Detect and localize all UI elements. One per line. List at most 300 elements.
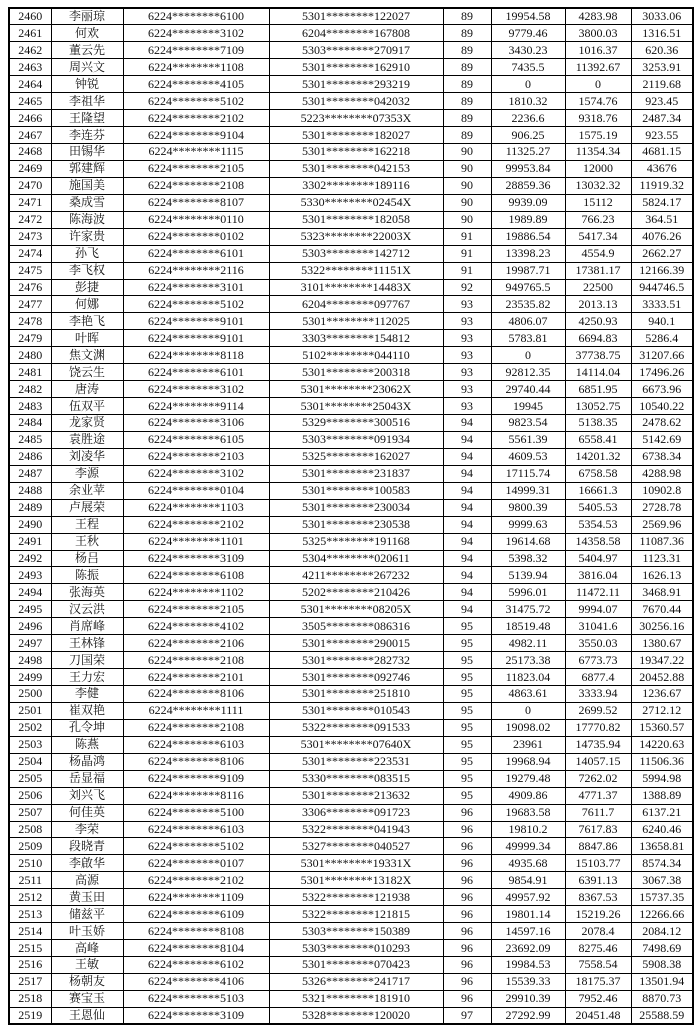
cell-row-id: 2468 [9,144,51,161]
cell-row-id: 2484 [9,415,51,432]
cell-name: 钟锐 [51,76,123,93]
cell-id-number: 5326********241717 [269,973,443,990]
table-row [9,127,693,144]
cell-amount-1: 5783.81 [491,330,565,347]
cell-card-number: 6224********9109 [123,770,269,787]
cell-amount-1: 23692.09 [491,940,565,957]
cell-id-number: 4211********267232 [269,567,443,584]
table-row [9,25,693,42]
cell-amount-2: 4250.93 [565,313,631,330]
cell-row-id: 2495 [9,601,51,618]
cell-code: 95 [443,719,491,736]
cell-code: 96 [443,990,491,1007]
cell-amount-1: 19886.54 [491,228,565,245]
cell-amount-3: 3253.91 [631,59,693,76]
cell-amount-1: 29740.44 [491,381,565,398]
cell-amount-2: 5404.97 [565,550,631,567]
cell-card-number: 6224********1101 [123,533,269,550]
cell-name: 王程 [51,516,123,533]
cell-card-number: 6224********5103 [123,990,269,1007]
cell-id-number: 5304********020611 [269,550,443,567]
cell-amount-2: 7617.83 [565,821,631,838]
cell-amount-3: 2119.68 [631,76,693,93]
cell-amount-2: 14057.15 [565,753,631,770]
cell-amount-1: 17115.74 [491,465,565,482]
cell-amount-1: 19279.48 [491,770,565,787]
cell-amount-3: 7670.44 [631,601,693,618]
cell-card-number: 6224********0110 [123,211,269,228]
cell-amount-2: 6391.13 [565,872,631,889]
cell-name: 叶玉娇 [51,923,123,940]
cell-amount-2: 7558.54 [565,957,631,974]
cell-name: 余业苹 [51,482,123,499]
cell-amount-2: 4771.37 [565,787,631,804]
cell-name: 施国美 [51,177,123,194]
cell-id-number: 5303********091934 [269,431,443,448]
cell-amount-3: 2728.78 [631,499,693,516]
cell-id-number: 5301********213632 [269,787,443,804]
cell-id-number: 5322********11151X [269,262,443,279]
cell-code: 93 [443,347,491,364]
cell-code: 97 [443,1007,491,1024]
cell-amount-3: 4288.98 [631,465,693,482]
cell-amount-2: 2013.13 [565,296,631,313]
cell-id-number: 5301********122027 [269,8,443,25]
cell-id-number: 5301********293219 [269,76,443,93]
cell-amount-2: 22500 [565,279,631,296]
table-row [9,753,693,770]
table-row [9,787,693,804]
cell-row-id: 2480 [9,347,51,364]
cell-amount-2: 9994.07 [565,601,631,618]
cell-card-number: 6224********1108 [123,59,269,76]
cell-row-id: 2473 [9,228,51,245]
table-row [9,990,693,1007]
cell-amount-2: 15103.77 [565,855,631,872]
cell-code: 93 [443,381,491,398]
cell-name: 孙飞 [51,245,123,262]
cell-card-number: 6224********3102 [123,25,269,42]
cell-amount-2: 4554.9 [565,245,631,262]
cell-amount-1: 5996.01 [491,584,565,601]
cell-row-id: 2500 [9,686,51,703]
cell-row-id: 2482 [9,381,51,398]
cell-card-number: 6224********8118 [123,347,269,364]
table-row [9,973,693,990]
table-row [9,923,693,940]
cell-name: 李连芬 [51,127,123,144]
cell-name: 黄玉田 [51,889,123,906]
table-row [9,59,693,76]
cell-amount-1: 4863.61 [491,686,565,703]
cell-amount-3: 2569.96 [631,516,693,533]
table-row [9,8,693,25]
cell-amount-2: 3333.94 [565,686,631,703]
cell-id-number: 6204********097767 [269,296,443,313]
cell-amount-2: 0 [565,76,631,93]
cell-id-number: 5322********091533 [269,719,443,736]
cell-amount-2: 6877.4 [565,669,631,686]
cell-card-number: 6224********8108 [123,923,269,940]
cell-card-number: 6224********6108 [123,567,269,584]
cell-row-id: 2486 [9,448,51,465]
cell-amount-2: 11472.11 [565,584,631,601]
table-row [9,262,693,279]
cell-name: 伍双平 [51,398,123,415]
cell-card-number: 6224********6103 [123,736,269,753]
cell-card-number: 6224********9101 [123,330,269,347]
table-row [9,499,693,516]
cell-amount-2: 18175.37 [565,973,631,990]
cell-amount-1: 23535.82 [491,296,565,313]
cell-amount-1: 28859.36 [491,177,565,194]
cell-name: 唐涛 [51,381,123,398]
cell-amount-2: 6758.58 [565,465,631,482]
cell-amount-3: 17496.26 [631,364,693,381]
cell-amount-2: 13032.32 [565,177,631,194]
cell-row-id: 2489 [9,499,51,516]
cell-id-number: 5327********040527 [269,838,443,855]
cell-card-number: 6224********2105 [123,601,269,618]
cell-amount-3: 43676 [631,160,693,177]
cell-row-id: 2514 [9,923,51,940]
cell-name: 李源 [51,465,123,482]
cell-amount-1: 19987.71 [491,262,565,279]
cell-code: 95 [443,669,491,686]
cell-id-number: 5301********162910 [269,59,443,76]
cell-card-number: 6224********5102 [123,838,269,855]
cell-amount-1: 14597.16 [491,923,565,940]
cell-amount-1: 31475.72 [491,601,565,618]
cell-name: 陈燕 [51,736,123,753]
cell-amount-3: 8574.34 [631,855,693,872]
cell-row-id: 2493 [9,567,51,584]
cell-amount-3: 5994.98 [631,770,693,787]
cell-amount-3: 10540.22 [631,398,693,415]
cell-card-number: 6224********2102 [123,872,269,889]
cell-amount-1: 4909.86 [491,787,565,804]
cell-row-id: 2498 [9,652,51,669]
cell-row-id: 2465 [9,93,51,110]
cell-amount-3: 6240.46 [631,821,693,838]
cell-amount-1: 9939.09 [491,194,565,211]
cell-id-number: 3306********091723 [269,804,443,821]
table-row [9,1007,693,1024]
cell-id-number: 5301********092746 [269,669,443,686]
cell-card-number: 6224********1111 [123,702,269,719]
table-row [9,804,693,821]
cell-amount-1: 5139.94 [491,567,565,584]
cell-code: 93 [443,330,491,347]
cell-card-number: 6224********2102 [123,110,269,127]
cell-amount-1: 19954.58 [491,8,565,25]
cell-name: 刘兴飞 [51,787,123,804]
cell-id-number: 5325********191168 [269,533,443,550]
cell-row-id: 2518 [9,990,51,1007]
cell-name: 郭建辉 [51,160,123,177]
cell-row-id: 2508 [9,821,51,838]
cell-amount-2: 11392.67 [565,59,631,76]
cell-code: 95 [443,787,491,804]
cell-amount-3: 11506.36 [631,753,693,770]
cell-code: 94 [443,482,491,499]
cell-card-number: 6224********8106 [123,686,269,703]
cell-amount-3: 5286.4 [631,330,693,347]
table-row [9,652,693,669]
cell-code: 95 [443,753,491,770]
cell-amount-2: 17770.82 [565,719,631,736]
cell-row-id: 2505 [9,770,51,787]
cell-amount-2: 1016.37 [565,42,631,59]
cell-code: 96 [443,821,491,838]
cell-amount-1: 13398.23 [491,245,565,262]
cell-id-number: 5330********02454X [269,194,443,211]
cell-amount-3: 364.51 [631,211,693,228]
cell-amount-2: 6773.73 [565,652,631,669]
cell-card-number: 6224********3102 [123,381,269,398]
cell-amount-3: 4076.26 [631,228,693,245]
cell-id-number: 3101********14483X [269,279,443,296]
cell-code: 89 [443,42,491,59]
cell-amount-1: 7435.5 [491,59,565,76]
cell-amount-2: 12000 [565,160,631,177]
cell-name: 李啟华 [51,855,123,872]
cell-id-number: 5301********070423 [269,957,443,974]
table-body [9,8,693,1024]
cell-code: 89 [443,127,491,144]
cell-code: 91 [443,262,491,279]
cell-amount-2: 11354.34 [565,144,631,161]
table-row [9,279,693,296]
cell-amount-3: 15360.57 [631,719,693,736]
cell-row-id: 2517 [9,973,51,990]
cell-card-number: 6224********3101 [123,279,269,296]
cell-name: 周兴文 [51,59,123,76]
cell-card-number: 6224********7109 [123,42,269,59]
cell-amount-2: 14735.94 [565,736,631,753]
cell-amount-1: 0 [491,76,565,93]
cell-card-number: 6224********2106 [123,635,269,652]
table-row [9,618,693,635]
cell-amount-3: 5908.38 [631,957,693,974]
table-row [9,177,693,194]
table-row [9,93,693,110]
table-row [9,584,693,601]
cell-card-number: 6224********3102 [123,465,269,482]
cell-amount-3: 10902.8 [631,482,693,499]
cell-id-number: 5301********230034 [269,499,443,516]
cell-name: 王隆望 [51,110,123,127]
cell-name: 刘凌华 [51,448,123,465]
cell-code: 94 [443,550,491,567]
cell-amount-1: 19968.94 [491,753,565,770]
cell-name: 李飞权 [51,262,123,279]
cell-amount-3: 6738.34 [631,448,693,465]
cell-amount-2: 6694.83 [565,330,631,347]
cell-amount-3: 2662.27 [631,245,693,262]
cell-amount-1: 19810.2 [491,821,565,838]
cell-card-number: 6224********9114 [123,398,269,415]
table-row [9,838,693,855]
cell-name: 何娜 [51,296,123,313]
cell-row-id: 2470 [9,177,51,194]
cell-amount-2: 14201.32 [565,448,631,465]
cell-amount-3: 3333.51 [631,296,693,313]
cell-row-id: 2485 [9,431,51,448]
cell-amount-2: 3550.03 [565,635,631,652]
cell-row-id: 2467 [9,127,51,144]
cell-code: 90 [443,177,491,194]
cell-row-id: 2463 [9,59,51,76]
cell-code: 94 [443,567,491,584]
cell-name: 崔双艳 [51,702,123,719]
cell-code: 96 [443,872,491,889]
cell-code: 89 [443,8,491,25]
table-row [9,855,693,872]
cell-id-number: 5322********121815 [269,906,443,923]
table-row [9,770,693,787]
cell-amount-3: 3067.38 [631,872,693,889]
cell-code: 94 [443,465,491,482]
cell-row-id: 2499 [9,669,51,686]
cell-card-number: 6224********5102 [123,93,269,110]
cell-row-id: 2460 [9,8,51,25]
cell-amount-1: 19614.68 [491,533,565,550]
cell-card-number: 6224********2103 [123,448,269,465]
cell-amount-1: 23961 [491,736,565,753]
table-row [9,567,693,584]
cell-name: 杨吕 [51,550,123,567]
cell-card-number: 6224********2116 [123,262,269,279]
cell-id-number: 5301********231837 [269,465,443,482]
cell-amount-3: 1123.31 [631,550,693,567]
cell-row-id: 2488 [9,482,51,499]
cell-id-number: 5303********142712 [269,245,443,262]
table-row [9,245,693,262]
cell-amount-1: 27292.99 [491,1007,565,1024]
cell-amount-1: 19801.14 [491,906,565,923]
cell-code: 89 [443,59,491,76]
cell-row-id: 2481 [9,364,51,381]
cell-amount-3: 2712.12 [631,702,693,719]
cell-id-number: 5301********100583 [269,482,443,499]
table-row [9,872,693,889]
cell-amount-1: 5398.32 [491,550,565,567]
cell-card-number: 6224********5100 [123,804,269,821]
table-row [9,482,693,499]
cell-card-number: 6224********4102 [123,618,269,635]
cell-id-number: 5301********182027 [269,127,443,144]
table-row [9,635,693,652]
cell-amount-1: 29910.39 [491,990,565,1007]
cell-code: 95 [443,618,491,635]
cell-card-number: 6224********3109 [123,550,269,567]
table-row [9,381,693,398]
cell-amount-1: 4806.07 [491,313,565,330]
cell-amount-3: 1388.89 [631,787,693,804]
cell-id-number: 5202********210426 [269,584,443,601]
cell-code: 91 [443,228,491,245]
table-row [9,465,693,482]
cell-amount-3: 923.55 [631,127,693,144]
cell-card-number: 6224********2108 [123,652,269,669]
cell-id-number: 5301********23062X [269,381,443,398]
table-row [9,194,693,211]
cell-amount-3: 940.1 [631,313,693,330]
cell-amount-1: 1810.32 [491,93,565,110]
cell-name: 叶晖 [51,330,123,347]
cell-amount-2: 17381.17 [565,262,631,279]
cell-row-id: 2462 [9,42,51,59]
cell-amount-3: 1316.51 [631,25,693,42]
cell-amount-1: 25173.38 [491,652,565,669]
table-row [9,686,693,703]
cell-id-number: 5102********044110 [269,347,443,364]
cell-amount-2: 2699.52 [565,702,631,719]
cell-amount-1: 11325.27 [491,144,565,161]
cell-code: 96 [443,838,491,855]
data-table [8,7,694,1025]
cell-row-id: 2483 [9,398,51,415]
cell-amount-1: 19984.53 [491,957,565,974]
cell-name: 李祖华 [51,93,123,110]
cell-id-number: 5301********010543 [269,702,443,719]
cell-name: 孔令坤 [51,719,123,736]
cell-amount-1: 3430.23 [491,42,565,59]
cell-amount-1: 1989.89 [491,211,565,228]
cell-code: 94 [443,516,491,533]
cell-name: 龙家贤 [51,415,123,432]
cell-id-number: 5301********251810 [269,686,443,703]
cell-card-number: 6224********6100 [123,8,269,25]
cell-amount-3: 6137.21 [631,804,693,821]
cell-row-id: 2502 [9,719,51,736]
cell-amount-1: 0 [491,347,565,364]
cell-amount-2: 15219.26 [565,906,631,923]
cell-row-id: 2474 [9,245,51,262]
cell-row-id: 2476 [9,279,51,296]
cell-amount-3: 4681.15 [631,144,693,161]
cell-row-id: 2472 [9,211,51,228]
cell-amount-3: 1236.67 [631,686,693,703]
cell-amount-2: 14114.04 [565,364,631,381]
cell-name: 李丽琼 [51,8,123,25]
cell-code: 96 [443,906,491,923]
cell-code: 95 [443,770,491,787]
cell-amount-1: 2236.6 [491,110,565,127]
table-row [9,313,693,330]
cell-code: 90 [443,194,491,211]
cell-card-number: 6224********1102 [123,584,269,601]
cell-id-number: 5325********162027 [269,448,443,465]
cell-code: 94 [443,431,491,448]
cell-amount-2: 3816.04 [565,567,631,584]
cell-amount-3: 1626.13 [631,567,693,584]
cell-code: 96 [443,889,491,906]
cell-amount-1: 11823.04 [491,669,565,686]
cell-amount-2: 37738.75 [565,347,631,364]
cell-code: 89 [443,25,491,42]
cell-row-id: 2512 [9,889,51,906]
cell-name: 王恩仙 [51,1007,123,1024]
cell-name: 王林锋 [51,635,123,652]
table-row [9,957,693,974]
cell-amount-1: 9854.91 [491,872,565,889]
cell-amount-1: 4935.68 [491,855,565,872]
cell-amount-2: 6558.41 [565,431,631,448]
cell-amount-3: 25588.59 [631,1007,693,1024]
cell-name: 李健 [51,686,123,703]
